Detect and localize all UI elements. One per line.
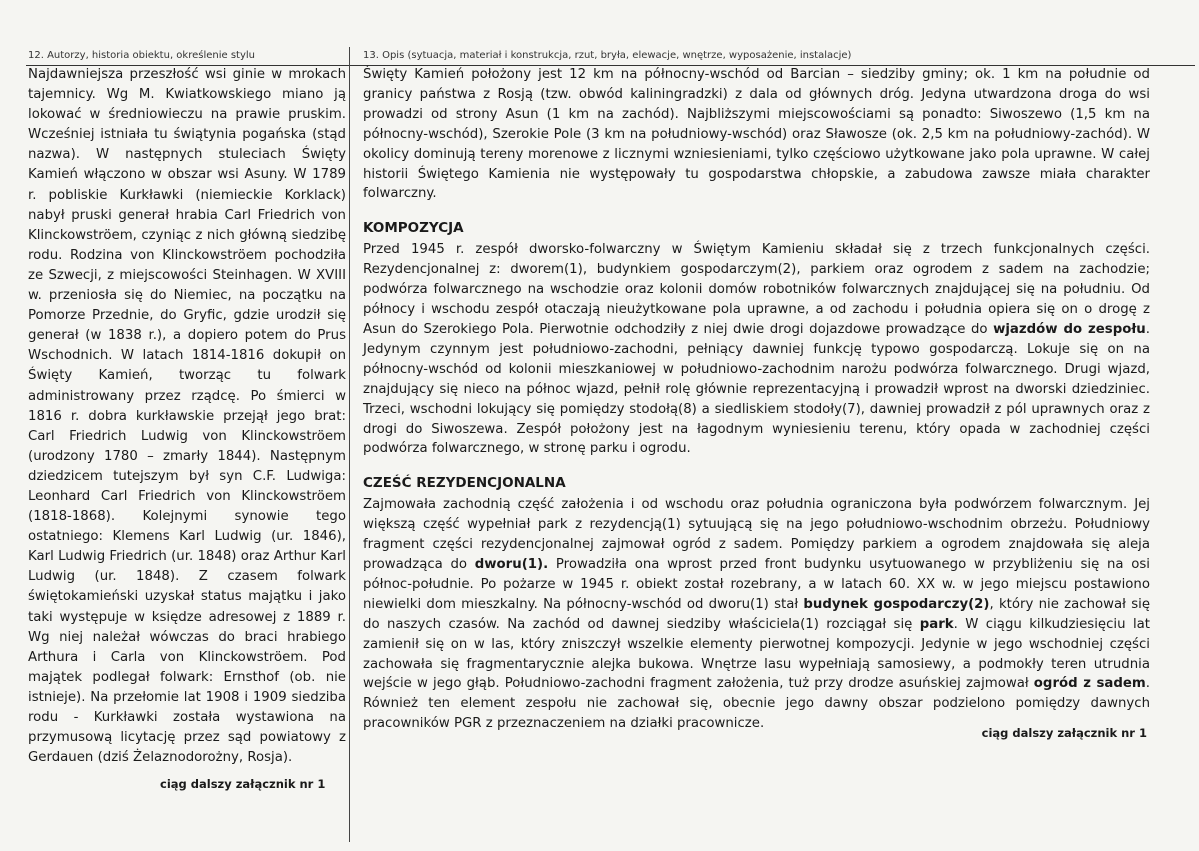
rez-text-c: Prowadziła ona wprost przed front budynku usytuowanego w przybliżeniu się na osi północ-południe. Po pożarze w 1945 r. obiekt został rozebrany, a w latach 60. XX w. w jego miejscu postawiono niewielki dom mieszkalny. Na północny-wschód od dworu(1) stał <box>363 557 1150 612</box>
column-divider <box>349 47 350 842</box>
left-column <box>28 47 346 768</box>
kompozycja-paragraph <box>363 240 1150 459</box>
kompozycja-text-1: Przed 1945 r. zespół dworsko-folwarczny w Świętym Kamieniu składał się z trzech funkcjonalnych części. Rezydencjonalnej z: dworem(1), budynkiem gospodarczym(2), parkiem oraz ogrodem z sadem na zachodzie; podwórza folwarcznego na wschodzie oraz kolonii domów robotników folwarcznych znajdującej się na południu. Od północy i wschodu zespół otaczają nieużytkowane pola uprawne, a od zachodu i południa opiera się on o drogę z Asun do Szerokiego Pola. Pierwotnie odchodziły z niej dwie drogi dojazdowe prowadzące do <box>363 242 1150 337</box>
rez-text-d: , który nie zachował się do naszych czasów. Na zachód od dawnej siedziby właściciela(1) rozciągał się <box>363 596 1151 632</box>
rez-text-a: Zajmowała zachodnią część założenia i od wschodu oraz południa ograniczona była podwórzem folwarcznym. Jej większą część wypełniał park z rezydencją(1) sytuującą się na jego południowo-wschodnim obrzeżu. Południowy fragment części rezydencjonalnej zajmował ogród z sadem. Pomiędzy parkiem a ogrodem znajdowała się aleja prowadząca do <box>363 497 1150 573</box>
rez-bold-budynek: budynek gospodarczy(2) <box>803 596 990 612</box>
kompozycja-text-2: . Jedynym czynnym jest południowo-zachodni, pełniący dawniej funkcję typowo gospodarczą. Lokuje się on na północny-wschód od kolonii mieszkaniowej w południowo-zachodnim narożu podwórza folwarcznego. Drugi wjazd, znajdujący się nieco na północ wjazd, pełnił rolę głównie reprezentacyjną i prowadził wprost na dworski dziedziniec. Trzeci, wschodni lokujący się pomiędzy stodołą(8) a siedliskiem stodoły(7), dawniej prowadził z pól uprawnych oraz z drogi do Siwoszewa. Zespół położony jest na łagodnym wyniesieniu terenu, który opada w zachodniej części podwórza folwarcznego, w stronę parku i ogrodu. <box>363 321 1150 457</box>
rezydencjonalna-heading: CZEŚĆ REZYDENCJONALNA <box>363 475 566 492</box>
rez-bold-park: park <box>919 616 954 632</box>
right-column <box>363 47 1150 734</box>
rez-bold-dwor: dworu(1). <box>474 557 549 573</box>
rez-text-e: . W ciągu kilkudziesięciu lat zamienił się on w las, który zniszczył wszelkie elementy pierwotnej kompozycji. Jedynie w jego wschodniej części zachowała się fragmentarycznie alejka bukowa. Wnętrze lasu wypełniają samosiewy, a podmokły teren utrudnia wejście w jego głąb. Południowo-zachodni fragment założenia, tuż przy drodze asuńskiej zajmował <box>363 616 1150 692</box>
right-column-header: 13. Opis (sytuacja, materiał i konstrukcja, rzut, bryła, elewacje, wnętrze, wyposażenie, instalacje) <box>363 50 852 61</box>
history-text: Najdawniejsza przeszłość wsi ginie w mrokach tajemnicy. Wg M. Kwiatkowskiego miano ją lokować w średniowieczu na prawie pruskim. Wcześniej istniała tu świątynia pogańska (stąd nazwa). W następnych stuleciach Święty Kamień włączono w obszar wsi Asuny. W 1789 r. pobliskie Kurkławki (niemieckie Korklack) nabył pruski generał hrabia Carl Friedrich von Klinckowströem, czyniąc z nich główną siedzibę rodu. Rodzina von Klinckowströem pochodziła ze Szwecji, z miejscowości Steinhagen. W XVIII w. przeniosła się do Niemiec, na początku na Pomorze Przednie, do Gryfic, gdzie urodził się generał (w 1838 r.), a dopiero potem do Prus Wschodnich. W latach 1814-1816 dokupił on Święty Kamień, tworząc tu folwark administrowany przez rządcę. Po śmierci w 1816 r. dobra kurkławskie przejął jego brat: Carl Friedrich Ludwig von Klinckowströem (urodzony 1780 – zmarły 1844). Następnym dziedzicem tutejszym był syn C.F. Ludwiga: Leonhard Carl Friedrich von Klinckowströem (1818-1868). Kolejnymi synowie tego ostatniego: Klemens Karl Ludwig (ur. 1846), Karl Ludwig Friedrich (ur. 1848) oraz Arthur Karl Ludwig (ur. 1848). Z czasem folwark świętokamieński uzyskał status majątku i jako taki występuje w księdze adresowej z 1889 r. Wg niej należał wówczas do braci hrabiego Arthura i Carla von Klinckowströem. Pod majątek podlegał folwark: Ernsthof (ob. nie istnieje). Na przełomie lat 1908 i 1909 siedziba rodu - Kurkławki została wystawiona na przymusową licytację przez sąd powiatowy z Gerdauen (dziś Żelaznodorożny, Rosja). <box>28 67 346 766</box>
location-paragraph: Święty Kamień położony jest 12 km na północny-wschód od Barcian – siedziby gminy; ok. 1 km na południe od granicy państwa z Rosją (tzw. obwód kaliningradzki) z dala od głównych dróg. Jedyna utwardzona droga do wsi prowadzi od strony Asun (1 km na zachód). Najbliższymi miejscowościami są ponadto: Siwoszewo (1,5 km na północny-wschód), Szerokie Pole (3 km na południowy-wschód) oraz Sławosze (ok. 2,5 km na południowy-zachód). W okolicy dominują tereny morenowe z licznymi wzniesieniami, tylko częściowo użytkowane jako pola uprawne. W całej historii Świętego Kamienia nie występowały tu gospodarstwa chłopskie, a zabudowa zawsze miała charakter folwarczny. <box>363 67 1150 202</box>
rez-text-f: . Również ten element zespołu nie zachował się, obecnie jego dawny obszar podzielono pomiędzy dawnych pracowników PGR z przeznaczeniem na działki pracownicze. <box>363 676 1150 732</box>
kompozycja-bold: wjazdów do zespołu <box>993 321 1146 337</box>
right-continuation-note: ciąg dalszy załącznik nr 1 <box>981 726 1147 740</box>
rez-bold-ogrod: ogród z sadem <box>1033 676 1146 692</box>
left-continuation-note: ciąg dalszy załącznik nr 1 <box>160 777 326 791</box>
kompozycja-heading: KOMPOZYCJA <box>363 220 464 237</box>
left-column-header: 12. Autorzy, historia obiektu, określenie stylu <box>28 50 256 61</box>
rezydencjonalna-paragraph <box>363 495 1150 734</box>
